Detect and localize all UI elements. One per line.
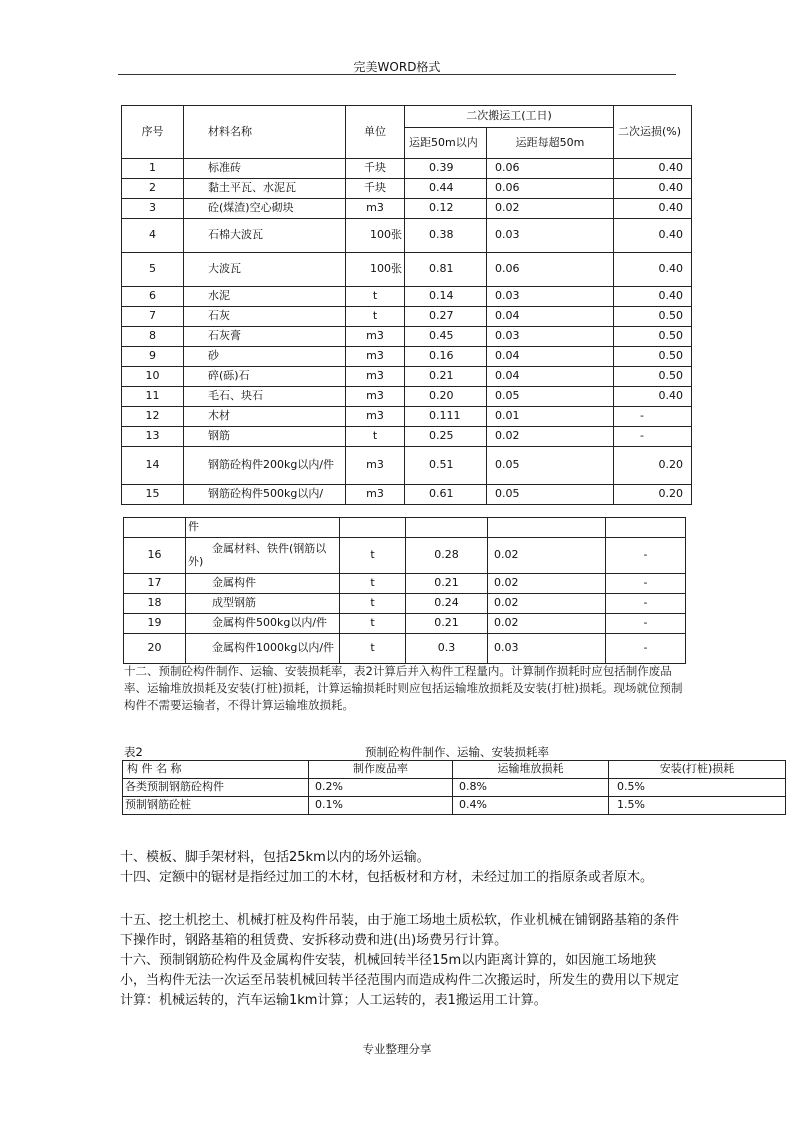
cell-unit: t	[340, 614, 406, 634]
header-seq: 序号	[122, 106, 184, 159]
cell-loss: 0.40	[614, 253, 692, 287]
table-row	[122, 199, 692, 219]
header-divider	[118, 74, 676, 75]
cell-within-50m: 0.3	[406, 634, 488, 664]
cell-loss: 0.40	[614, 179, 692, 199]
cell-loss: 0.40	[614, 199, 692, 219]
cell-loss: 0.50	[614, 307, 692, 327]
cell-per-50m: 0.06	[487, 159, 614, 179]
header-within-50m: 运距50m以内	[405, 128, 487, 159]
cell-unit: t	[346, 307, 405, 327]
cell-material-name: 石棉大波瓦	[184, 219, 346, 253]
cell-seq: 11	[122, 387, 184, 407]
table3-title: 预制砼构件制作、运输、安装损耗率	[365, 745, 549, 759]
table3-label: 表2	[124, 745, 143, 759]
cell-unit: 千块	[346, 159, 405, 179]
cell-per-50m: 0.02	[488, 574, 606, 594]
page-footer: 专业整理分享	[362, 1042, 432, 1056]
cell-within-50m: 0.111	[405, 407, 487, 427]
header-cell: 安装(打桩)损耗	[609, 761, 786, 779]
cell-unit: m3	[346, 199, 405, 219]
paragraph-15: 十五、挖土机挖土、机械打桩及构件吊装，由于施工场地土质松软，作业机械在铺钢路基箱的条件下操作时，钢路基箱的租赁费、安拆移动费和进(出)场费另行计算。	[120, 913, 680, 948]
cell-loss: -	[614, 427, 692, 447]
cell-within-50m: 0.81	[405, 253, 487, 287]
cont-cell-empty	[406, 518, 488, 538]
cont-cell-empty	[606, 518, 686, 538]
cell-per-50m: 0.06	[487, 253, 614, 287]
cell-loss: 0.20	[614, 447, 692, 485]
cell-per-50m: 0.05	[487, 485, 614, 505]
cell-unit: 100张	[346, 219, 405, 253]
cell-seq: 20	[124, 634, 186, 664]
header-per-50m: 运距每超50m	[487, 128, 614, 159]
cell-seq: 15	[122, 485, 184, 505]
cell-loss: 0.40	[614, 287, 692, 307]
cell-material-name: 石灰	[184, 307, 346, 327]
cell-per-50m: 0.03	[487, 219, 614, 253]
cell-per-50m: 0.03	[488, 634, 606, 664]
table-row	[122, 159, 692, 179]
cell-material-name: 砼(煤渣)空心砌块	[184, 199, 346, 219]
cell-material-name: 水泥	[184, 287, 346, 307]
cell-unit: t	[340, 634, 406, 664]
note-section-12: 十二、预制砼构件制作、运输、安装损耗率，表2计算后并入构件工程量内。计算制作损耗时应包括制作废品率、运输堆放损耗及安装(打桩)损耗，计算运输损耗时则应包括运输堆放损耗及安装(打桩)损耗。现场就位预制构件不需要运输者，不得计算运输堆放损耗。	[124, 664, 683, 712]
table-row	[122, 367, 692, 387]
cell-seq: 2	[122, 179, 184, 199]
cell-rate: 0.4%	[453, 797, 609, 815]
cell-seq: 14	[122, 447, 184, 485]
cont-cell-empty	[488, 518, 606, 538]
cell-unit: m3	[346, 407, 405, 427]
cell-seq: 16	[124, 538, 186, 574]
paragraph-10: 十、模板、脚手架材料，包括25km以内的场外运输。	[120, 850, 430, 865]
cell-seq: 10	[122, 367, 184, 387]
cell-unit: 千块	[346, 179, 405, 199]
cell-seq: 9	[122, 347, 184, 367]
cell-within-50m: 0.20	[405, 387, 487, 407]
cell-rate: 0.5%	[609, 779, 786, 797]
cell-per-50m: 0.02	[488, 614, 606, 634]
cell-seq: 13	[122, 427, 184, 447]
cell-unit: t	[346, 427, 405, 447]
table-row	[122, 407, 692, 427]
cell-per-50m: 0.06	[487, 179, 614, 199]
cell-within-50m: 0.24	[406, 594, 488, 614]
cell-unit: t	[346, 287, 405, 307]
cell-material-name: 金属材料、铁件(钢筋以外)	[186, 538, 340, 574]
table-row	[124, 594, 686, 614]
cell-material-name: 砂	[184, 347, 346, 367]
table3-body	[123, 761, 786, 815]
cell-material-name: 钢筋	[184, 427, 346, 447]
table-row	[122, 179, 692, 199]
paragraph-14: 十四、定额中的锯材是指经过加工的木材，包括板材和方材，未经过加工的指原条或者原木。	[120, 870, 654, 885]
cell-within-50m: 0.14	[405, 287, 487, 307]
cell-per-50m: 0.02	[487, 427, 614, 447]
cell-loss: -	[614, 407, 692, 427]
cell-unit: m3	[346, 447, 405, 485]
cell-per-50m: 0.04	[487, 367, 614, 387]
table1-body	[122, 159, 692, 505]
header-unit: 单位	[346, 106, 405, 159]
cell-component-name: 预制钢筋砼桩	[123, 797, 309, 815]
cell-within-50m: 0.21	[405, 367, 487, 387]
cell-seq: 7	[122, 307, 184, 327]
cell-component-name: 各类预制钢筋砼构件	[123, 779, 309, 797]
cell-within-50m: 0.45	[405, 327, 487, 347]
header-cell: 运输堆放损耗	[453, 761, 609, 779]
table-row	[124, 614, 686, 634]
cell-loss: -	[606, 634, 686, 664]
table-row	[122, 447, 692, 485]
header-material: 材料名称	[184, 106, 346, 159]
cell-unit: m3	[346, 367, 405, 387]
table-row	[124, 634, 686, 664]
cell-material-name: 金属构件500kg以内/件	[186, 614, 340, 634]
table-row	[123, 797, 786, 815]
cell-rate: 0.8%	[453, 779, 609, 797]
cell-per-50m: 0.02	[488, 594, 606, 614]
header-loss: 二次运损(%)	[614, 106, 692, 159]
cell-within-50m: 0.28	[406, 538, 488, 574]
cell-seq: 8	[122, 327, 184, 347]
cont-cell-empty	[340, 518, 406, 538]
cell-material-name: 钢筋砼构件500kg以内/	[184, 485, 346, 505]
cell-seq: 3	[122, 199, 184, 219]
cell-loss: 0.40	[614, 387, 692, 407]
cell-unit: m3	[346, 387, 405, 407]
table-row	[122, 307, 692, 327]
cont-cell-empty	[124, 518, 186, 538]
table2-body	[124, 538, 686, 664]
cell-material-name: 金属构件	[186, 574, 340, 594]
table-row	[122, 387, 692, 407]
header-cell: 构 件 名 称	[123, 761, 309, 779]
cell-loss: -	[606, 594, 686, 614]
cell-within-50m: 0.51	[405, 447, 487, 485]
cell-within-50m: 0.27	[405, 307, 487, 327]
header-cell: 制作废品率	[309, 761, 453, 779]
cell-seq: 18	[124, 594, 186, 614]
cell-unit: 100张	[346, 253, 405, 287]
cell-loss: 0.50	[614, 327, 692, 347]
cell-seq: 5	[122, 253, 184, 287]
cell-seq: 1	[122, 159, 184, 179]
cont-cell-text: 件	[186, 518, 340, 538]
cell-material-name: 石灰膏	[184, 327, 346, 347]
table-row	[122, 485, 692, 505]
cell-per-50m: 0.04	[487, 347, 614, 367]
cell-unit: m3	[346, 327, 405, 347]
page-header-title: 完美WORD格式	[353, 60, 441, 74]
table-row	[122, 327, 692, 347]
table-header-row	[123, 761, 786, 779]
cell-loss: -	[606, 614, 686, 634]
cell-loss: 0.40	[614, 159, 692, 179]
cell-material-name: 钢筋砼构件200kg以内/件	[184, 447, 346, 485]
cell-material-name: 毛石、块石	[184, 387, 346, 407]
cell-within-50m: 0.38	[405, 219, 487, 253]
cell-unit: t	[340, 574, 406, 594]
cell-per-50m: 0.01	[487, 407, 614, 427]
table-row	[122, 287, 692, 307]
cell-within-50m: 0.21	[406, 574, 488, 594]
cell-seq: 17	[124, 574, 186, 594]
cell-loss: 0.40	[614, 219, 692, 253]
cell-within-50m: 0.25	[405, 427, 487, 447]
cell-unit: t	[340, 594, 406, 614]
cell-material-name: 成型钢筋	[186, 594, 340, 614]
cell-per-50m: 0.04	[487, 307, 614, 327]
cell-within-50m: 0.61	[405, 485, 487, 505]
cell-within-50m: 0.12	[405, 199, 487, 219]
cell-loss: -	[606, 538, 686, 574]
cell-within-50m: 0.21	[406, 614, 488, 634]
cell-material-name: 标准砖	[184, 159, 346, 179]
cell-within-50m: 0.39	[405, 159, 487, 179]
cell-loss: -	[606, 574, 686, 594]
cell-within-50m: 0.44	[405, 179, 487, 199]
header-secondary-transport: 二次搬运工(工日)	[405, 106, 614, 128]
cell-rate: 0.2%	[309, 779, 453, 797]
cell-loss: 0.50	[614, 347, 692, 367]
table-row	[124, 574, 686, 594]
table-row	[122, 427, 692, 447]
cell-unit: m3	[346, 347, 405, 367]
cell-rate: 0.1%	[309, 797, 453, 815]
cell-unit: m3	[346, 485, 405, 505]
cell-per-50m: 0.05	[487, 447, 614, 485]
material-transport-table-part1	[121, 105, 692, 505]
cell-material-name: 碎(砾)石	[184, 367, 346, 387]
cell-per-50m: 0.03	[487, 327, 614, 347]
cell-seq: 6	[122, 287, 184, 307]
cell-material-name: 大波瓦	[184, 253, 346, 287]
table-row	[124, 538, 686, 574]
cell-rate: 1.5%	[609, 797, 786, 815]
cell-material-name: 木材	[184, 407, 346, 427]
cell-seq: 19	[124, 614, 186, 634]
cell-unit: t	[340, 538, 406, 574]
table-row	[122, 253, 692, 287]
cell-loss: 0.20	[614, 485, 692, 505]
cell-seq: 12	[122, 407, 184, 427]
precast-loss-rate-table	[122, 760, 786, 815]
cell-within-50m: 0.16	[405, 347, 487, 367]
table-row	[122, 347, 692, 367]
cell-per-50m: 0.02	[487, 199, 614, 219]
cell-per-50m: 0.02	[488, 538, 606, 574]
cell-seq: 4	[122, 219, 184, 253]
cell-per-50m: 0.05	[487, 387, 614, 407]
cell-loss: 0.50	[614, 367, 692, 387]
table-row	[123, 779, 786, 797]
paragraph-16: 十六、预制钢筋砼构件及金属构件安装，机械回转半径15m以内距离计算的，如因施工场地狭小，当构件无法一次运至吊装机械回转半径范围内而造成构件二次搬运时，所发生的费用以下规定计算：机械运转的，汽车运输1km计算；人工运转的，表1搬运用工计算。	[120, 953, 680, 1008]
cell-per-50m: 0.03	[487, 287, 614, 307]
material-transport-table-part2	[123, 517, 686, 664]
cell-material-name: 黏土平瓦、水泥瓦	[184, 179, 346, 199]
cell-material-name: 金属构件1000kg以内/件	[186, 634, 340, 664]
table-row	[122, 219, 692, 253]
